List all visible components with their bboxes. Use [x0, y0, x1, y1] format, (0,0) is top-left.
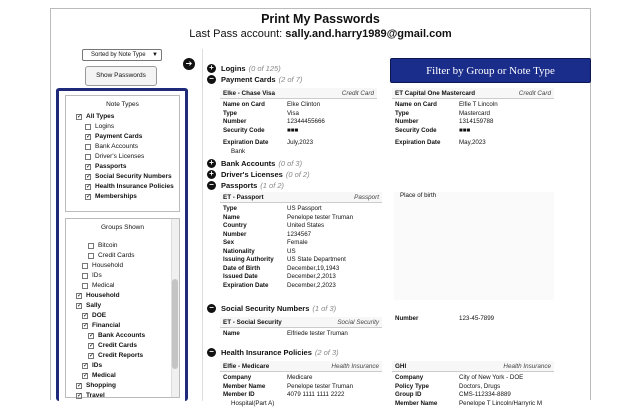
card-fields: [392, 372, 554, 410]
arrow-right-icon[interactable]: ➔: [183, 58, 195, 70]
field-key: Company: [223, 374, 252, 381]
field-key: Member ID: [223, 391, 255, 398]
field-value: 123-45-7899: [459, 315, 495, 322]
field-row: [223, 139, 374, 148]
field-value: City of New York - DOE: [459, 374, 524, 381]
note-type-option[interactable]: [76, 192, 179, 202]
page-title: Print My Passwords: [261, 12, 380, 26]
field-key: Security Code: [223, 126, 265, 134]
field-key: Nationality: [223, 247, 255, 255]
checkbox-unchecked[interactable]: [85, 154, 91, 160]
card-title: ET Capital One Mastercard: [395, 89, 476, 97]
field-row: [223, 101, 374, 110]
field-value: Elke Clinton: [287, 101, 321, 108]
card-note-type: Health Insurance: [503, 362, 551, 370]
field-row: [223, 273, 379, 282]
checkbox-checked[interactable]: ✓: [89, 343, 95, 349]
field-row: [395, 400, 551, 409]
card-note-type: Credit Card: [341, 89, 374, 97]
groups-title: Groups Shown: [101, 224, 144, 231]
checkbox-checked[interactable]: ✓: [77, 303, 83, 309]
account-email: sally.and.harry1989@gmail.com: [285, 28, 452, 40]
field-row: [223, 374, 379, 383]
field-value: Visa: [287, 109, 299, 117]
card-ssn-number: [392, 315, 554, 329]
group-option[interactable]: [66, 321, 173, 331]
section-name: Social Security Numbers: [221, 304, 310, 313]
field-row: [223, 231, 379, 240]
field-key: Name on Card: [223, 101, 265, 108]
card-header: [220, 192, 382, 203]
field-value: December,2,2023: [287, 281, 336, 289]
checkbox-unchecked[interactable]: [88, 253, 94, 259]
checkbox-checked[interactable]: ✓: [86, 184, 92, 190]
field-value: ■■■: [459, 126, 471, 134]
section-drivers-licenses[interactable]: [207, 169, 310, 180]
note-type-option[interactable]: [76, 152, 179, 162]
field-value: Medicare: [287, 374, 313, 381]
group-label: Travel: [86, 392, 105, 399]
field-row: [223, 256, 379, 265]
group-label: Household: [92, 262, 124, 269]
field-value: Penelope T Lincoln/Harryric M: [459, 399, 542, 407]
card-header: [220, 88, 377, 99]
passport-side-label: Place of birth: [400, 192, 437, 199]
note-types-panel: [65, 95, 180, 212]
field-row: [395, 139, 551, 148]
checkbox-checked[interactable]: ✓: [77, 114, 83, 120]
field-row: [223, 118, 374, 127]
field-key: Number: [223, 230, 247, 238]
checkbox-unchecked[interactable]: [82, 273, 88, 279]
checkbox-checked[interactable]: ✓: [86, 134, 92, 140]
field-key: Policy Type: [395, 382, 429, 390]
checkbox-checked[interactable]: ✓: [77, 393, 83, 399]
field-value: US: [287, 247, 296, 255]
field-value: CMS-112334-8889: [459, 391, 511, 398]
field-value: 12344455666: [287, 118, 325, 125]
field-key: Number: [395, 315, 419, 322]
checkbox-checked[interactable]: ✓: [83, 323, 89, 329]
field-row: [223, 239, 379, 248]
field-value: December,2,2013: [287, 273, 336, 280]
results-content: [202, 49, 589, 407]
field-row: [392, 315, 554, 324]
group-label: Credit Cards: [98, 342, 138, 349]
field-value: 4079 1111 1111 2222: [287, 391, 345, 398]
checkbox-checked[interactable]: ✓: [77, 293, 83, 299]
card-title: ET - Passport: [223, 193, 264, 201]
checkbox-unchecked[interactable]: [88, 243, 94, 249]
minus-icon[interactable]: −: [207, 181, 216, 190]
group-option[interactable]: [66, 241, 173, 251]
field-value: 1234567: [287, 230, 312, 238]
field-row: [223, 265, 379, 274]
group-label: Financial: [92, 322, 121, 329]
field-value: US State Department: [287, 256, 346, 263]
checkbox-checked[interactable]: ✓: [83, 373, 89, 379]
section-count: (0 of 125): [248, 64, 281, 73]
note-type-label: Social Security Numbers: [95, 173, 172, 180]
card-fields: [220, 372, 382, 410]
note-type-label: Driver's Licenses: [95, 153, 145, 160]
note-type-label: Passports: [95, 163, 127, 170]
note-type-option[interactable]: [76, 142, 179, 152]
checkbox-checked[interactable]: ✓: [83, 313, 89, 319]
card-note-type: Social Security: [337, 318, 379, 326]
field-key: Expiration Date: [223, 139, 269, 146]
section-name: Driver's Licenses: [221, 170, 283, 179]
field-key: Issuing Authority: [223, 256, 274, 263]
card-header: [220, 361, 382, 372]
section-name: Health Insurance Policies: [221, 348, 312, 357]
field-row: [223, 330, 379, 339]
field-row: [223, 248, 379, 257]
field-value: Doctors, Drugs: [459, 382, 501, 390]
field-value: December,19,1943: [287, 264, 340, 272]
plus-icon[interactable]: +: [207, 64, 216, 73]
checkbox-checked[interactable]: ✓: [86, 194, 92, 200]
note-type-option[interactable]: [76, 162, 179, 172]
group-label: DOE: [92, 312, 107, 319]
card-note-type: Health Insurance: [331, 362, 379, 370]
field-key: Member Name: [223, 382, 266, 390]
field-value: US Passport: [287, 205, 322, 212]
field-key: Country: [223, 222, 247, 229]
group-option[interactable]: [66, 281, 173, 291]
section-passports[interactable]: [207, 180, 284, 191]
account-label: Last Pass account:: [189, 28, 283, 40]
account-line: [51, 28, 590, 40]
section-count: (0 of 2): [285, 170, 310, 179]
field-value: 13141​59788: [459, 118, 494, 125]
checkbox-unchecked[interactable]: [82, 263, 88, 269]
field-row: [223, 214, 379, 223]
filter-tooltip: Filter by Group or Note Type: [390, 58, 591, 83]
checkbox-checked[interactable]: ✓: [86, 164, 92, 170]
note-type-option[interactable]: [76, 132, 179, 142]
field-value: Elfie T Lincoln: [459, 101, 498, 108]
field-key: Type: [395, 109, 409, 117]
note-type-option[interactable]: [76, 122, 179, 132]
section-payment-cards[interactable]: [207, 74, 302, 85]
results-area: [181, 49, 589, 407]
group-option[interactable]: [66, 291, 173, 301]
note-types-title: Note Types: [106, 101, 139, 108]
note-type-label: Payment Cards: [95, 133, 143, 140]
field-key: Sex: [223, 239, 235, 246]
card-ghi: [392, 361, 554, 407]
field-key: Expiration Date: [395, 139, 441, 146]
note-type-label: All Types: [86, 113, 115, 120]
field-value: Penelope tester Truman: [287, 213, 354, 221]
field-value: Female: [287, 239, 308, 246]
checkbox-checked[interactable]: ✓: [89, 333, 95, 339]
groups-panel: [65, 218, 180, 398]
group-option[interactable]: [66, 261, 173, 271]
field-key: Number: [395, 118, 419, 125]
group-option[interactable]: [66, 341, 173, 351]
card-capital-one: [392, 88, 554, 150]
field-key: Issued Date: [223, 273, 258, 280]
section-logins[interactable]: [207, 63, 281, 74]
section-count: (0 of 3): [278, 159, 303, 168]
checkbox-checked[interactable]: ✓: [86, 174, 92, 180]
field-value: United States: [287, 222, 325, 229]
group-label: Credit Cards: [98, 252, 135, 259]
group-option[interactable]: [66, 361, 173, 371]
card-chase-visa: [220, 88, 377, 158]
minus-icon[interactable]: −: [207, 304, 216, 313]
card-title: Elke - Chase Visa: [223, 89, 276, 97]
field-row: [395, 127, 551, 136]
field-key: Type: [223, 109, 237, 117]
field-key: Date of Birth: [223, 264, 261, 272]
group-label: Credit Reports: [98, 352, 144, 359]
card-note-type: Credit Card: [518, 89, 551, 97]
field-key: Number: [223, 118, 247, 125]
field-value: Mastercard: [459, 109, 490, 117]
card-note: Bank: [231, 147, 246, 155]
field-key: Group ID: [395, 391, 422, 398]
card-header: [220, 317, 382, 328]
field-key: Type: [223, 205, 237, 212]
section-name: Bank Accounts: [221, 159, 276, 168]
section-count: (2 of 7): [278, 75, 303, 84]
group-option[interactable]: [66, 381, 173, 391]
card-header: [392, 88, 554, 99]
checkbox-checked[interactable]: ✓: [77, 383, 83, 389]
groups-scrollbar[interactable]: [171, 219, 179, 397]
field-key: Member Name: [395, 399, 438, 407]
group-option[interactable]: [66, 351, 173, 361]
field-row: [223, 391, 379, 400]
group-label: Medical: [92, 282, 115, 289]
card-passport: [220, 192, 382, 300]
section-social-security[interactable]: [207, 303, 336, 314]
card-fields: [220, 203, 382, 292]
group-label: Sally: [86, 302, 102, 309]
section-count: (1 of 2): [260, 181, 285, 190]
note-type-label: Memberships: [95, 193, 137, 200]
note-type-option[interactable]: [76, 112, 179, 122]
plus-icon[interactable]: +: [207, 159, 216, 168]
field-row: [395, 383, 551, 392]
card-medicare: [220, 361, 382, 407]
field-row: [395, 374, 551, 383]
card-fields: [392, 99, 554, 150]
groups-list: [66, 241, 173, 399]
passport-side-field: [394, 192, 554, 201]
checkbox-unchecked[interactable]: [85, 124, 91, 130]
field-row: [395, 391, 551, 400]
field-key: Name on Card: [395, 101, 437, 108]
note-types-list: [66, 112, 179, 202]
note-type-option[interactable]: [76, 182, 179, 192]
sort-select[interactable]: [82, 49, 162, 61]
checkbox-unchecked[interactable]: [85, 144, 91, 150]
note-type-label: Health Insurance Policies: [95, 183, 174, 190]
group-label: Medical: [92, 372, 116, 379]
card-note-type: Passport: [354, 193, 379, 201]
field-key: Security Code: [395, 126, 437, 134]
field-value: Elfriede tester Truman: [287, 330, 348, 337]
card-fields: [220, 99, 377, 158]
field-row: [223, 127, 374, 136]
group-label: IDs: [92, 362, 103, 369]
field-value: July,2023: [287, 139, 314, 146]
field-row: [223, 383, 379, 392]
section-name: Logins: [221, 64, 246, 73]
group-option[interactable]: [66, 271, 173, 281]
card-title: GHI: [395, 362, 407, 370]
group-option[interactable]: [66, 371, 173, 381]
group-label: Household: [86, 292, 120, 299]
field-row: [395, 101, 551, 110]
field-row: [223, 222, 379, 231]
field-row: [395, 110, 551, 119]
group-option[interactable]: [66, 251, 173, 261]
field-value: ■■■: [287, 126, 299, 134]
field-row: [223, 205, 379, 214]
field-key: Name: [223, 330, 240, 337]
field-value: Penelope tester Truman: [287, 382, 354, 390]
group-option[interactable]: [66, 331, 173, 341]
group-option[interactable]: [66, 301, 173, 311]
group-option[interactable]: [66, 391, 173, 401]
card-title: Elfie - Medicare: [223, 362, 270, 370]
note-type-option[interactable]: [76, 172, 179, 182]
card-header: [392, 361, 554, 372]
section-name: Payment Cards: [221, 75, 276, 84]
section-count: (2 of 3): [314, 348, 339, 357]
card-fields: [220, 328, 382, 341]
section-count: (1 of 3): [312, 304, 337, 313]
card-passport-extra: [394, 192, 554, 300]
group-label: Shopping: [86, 382, 116, 389]
checkbox-unchecked[interactable]: [82, 283, 88, 289]
field-key: Expiration Date: [223, 281, 269, 289]
field-value: May,2023: [459, 139, 486, 146]
section-health-insurance[interactable]: [207, 347, 339, 358]
group-option[interactable]: [66, 311, 173, 321]
field-key: Name: [223, 213, 240, 221]
card-note: Hospital(Part A): [231, 399, 275, 407]
plus-icon[interactable]: +: [207, 170, 216, 179]
show-passwords-button[interactable]: Show Passwords: [85, 66, 157, 86]
section-name: Passports: [221, 181, 258, 190]
card-social-security: [220, 317, 382, 341]
note-type-label: Logins: [95, 123, 115, 130]
field-row: [223, 282, 379, 291]
note-type-label: Bank Accounts: [95, 143, 138, 150]
card-title: ET - Social Security: [223, 318, 282, 326]
sort-select-value: Sorted by Note Type: [91, 52, 146, 58]
group-label: IDs: [92, 272, 102, 279]
chevron-down-icon: ▼: [152, 52, 158, 58]
groups-scrollbar-thumb[interactable]: [172, 279, 178, 369]
checkbox-checked[interactable]: ✓: [89, 353, 95, 359]
field-key: Company: [395, 374, 424, 381]
filter-sidebar: [56, 88, 188, 401]
checkbox-checked[interactable]: ✓: [83, 363, 89, 369]
group-label: Bank Accounts: [98, 332, 146, 339]
minus-icon[interactable]: −: [207, 348, 216, 357]
section-bank-accounts[interactable]: [207, 158, 302, 169]
field-row: [395, 118, 551, 127]
minus-icon[interactable]: −: [207, 75, 216, 84]
field-row: [223, 110, 374, 119]
group-label: Bitcoin: [98, 242, 118, 249]
